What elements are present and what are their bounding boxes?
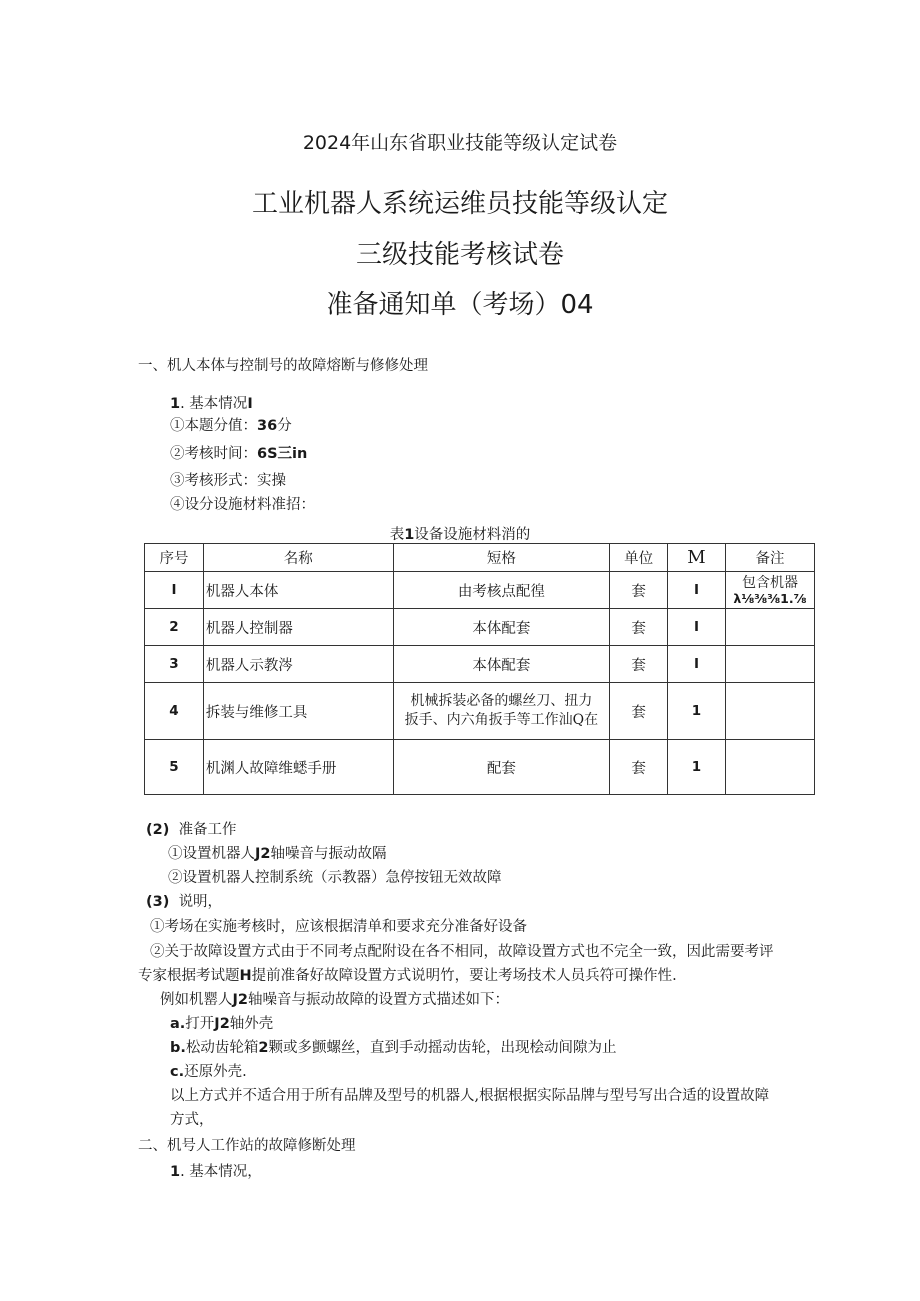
exam-subtitle: 三级技能考核试卷 [355, 240, 564, 270]
row-name: 机渊人故障维蟋手册 [203, 740, 393, 795]
example-post: 轴噪音与振动故障的设置方式描述如下： [247, 992, 509, 1008]
form-line: ③考核形式：实操 [170, 473, 286, 489]
table-row [145, 572, 815, 609]
row-note [725, 740, 814, 795]
row-unit: 套 [610, 572, 668, 609]
section1-basic-suffix: I [247, 396, 253, 412]
step-b-label: b. [170, 1040, 186, 1056]
table-caption [0, 523, 920, 544]
col-header-unit: 单位 [610, 544, 668, 572]
prep-heading [146, 820, 237, 840]
notes-title: 说明， [178, 894, 223, 910]
row-name: 机器人本体 [203, 572, 393, 609]
materials-line: ④设分设施材料准招： [170, 497, 315, 513]
section1-title: 一、机人本体与控制号的故障熔断与修修处理 [138, 358, 428, 374]
section1-basic-num: 1 [170, 396, 181, 412]
row-note [725, 572, 814, 609]
row-no: I [145, 572, 204, 609]
row-no: 5 [145, 740, 204, 795]
row-spec-line1: 机械拆装必备的螺丝刀、扭力 [410, 693, 593, 709]
closing-line-2: 方式， [170, 1112, 214, 1128]
prep-item-1-post: 轴噪音与振动故隔 [270, 846, 387, 862]
row-qty: 1 [668, 683, 726, 740]
row-note [725, 683, 814, 740]
row-unit: 套 [610, 740, 668, 795]
row-unit: 套 [610, 683, 668, 740]
row-unit: 套 [610, 646, 668, 683]
prep-item-2: ②设置机器人控制系统（示教器）急停按钮无效故障 [168, 870, 502, 886]
row-no: 2 [145, 609, 204, 646]
step-a-post: 轴外壳 [229, 1016, 274, 1032]
table-caption-num: 1 [404, 527, 415, 543]
section1-basic-text: . 基本情况 [180, 396, 248, 412]
row-note [725, 609, 814, 646]
row-name: 拆装与维修工具 [203, 683, 393, 740]
row-spec [393, 683, 610, 740]
step-a-label: a. [170, 1016, 186, 1032]
equipment-table [144, 543, 815, 795]
prep-item-1 [168, 844, 386, 864]
exam-year-title: 2024年山东省职业技能等级认定试卷 [302, 132, 618, 154]
note-2-line2-post: 提前准备好故障设置方式说明竹，要让考场技术人员兵符可操作性. [251, 968, 677, 984]
prep-item-1-pre: ①设置机器人 [168, 846, 255, 862]
row-note-line1: 包含机器 [741, 574, 798, 591]
step-b-post: 颗或多颤螺丝，直到手动摇动齿轮，出现桧动间隙为止 [268, 1040, 617, 1056]
note-2-line2-pre: 专家根据考试题 [138, 968, 240, 984]
row-spec-line2: 扳手、内六角扳手等工作汕Q在 [404, 712, 599, 728]
note-2-line2 [138, 966, 677, 986]
row-note-line2: λ⅛⅜⅜1.⅞ [733, 590, 807, 606]
step-a-bold: J2 [214, 1016, 230, 1032]
row-qty: 1 [668, 740, 726, 795]
prep-title: 准备工作 [178, 822, 237, 838]
col-header-qty: M [668, 544, 726, 572]
row-no: 4 [145, 683, 204, 740]
table-row [145, 740, 815, 795]
step-b-bold: 2 [258, 1040, 269, 1056]
exam-title: 工业机器人系统运维员技能等级认定 [251, 189, 668, 219]
score-unit: 分 [277, 418, 292, 434]
time-value: 6S三in [257, 446, 308, 462]
time-prefix: ②考核时间： [170, 446, 257, 462]
section2-basic-num: 1 [170, 1164, 181, 1180]
row-qty: I [668, 572, 726, 609]
row-spec: 配套 [393, 740, 610, 795]
example-line [160, 990, 509, 1010]
row-spec: 本体配套 [393, 646, 610, 683]
row-qty: I [668, 646, 726, 683]
example-bold: J2 [232, 992, 248, 1008]
table-caption-post: 设备设施材料消的 [414, 527, 531, 543]
row-spec: 由考核点配徨 [393, 572, 610, 609]
table-row [145, 646, 815, 683]
step-a [170, 1014, 273, 1034]
step-c-label: c. [170, 1064, 185, 1080]
section1-basic-heading [170, 394, 253, 414]
col-header-spec: 短格 [393, 544, 610, 572]
row-unit: 套 [610, 609, 668, 646]
table-caption-pre: 表 [389, 527, 405, 543]
time-line [170, 444, 307, 464]
notice-title: 准备通知单（考场）04 [326, 290, 594, 320]
row-name: 机器人示教涔 [203, 646, 393, 683]
notes-heading [146, 892, 222, 912]
note-2-line1: ②关于故障设置方式由于不同考点配附设在各不相同，故障设置方式也不完全一致，因此需要考评 [150, 944, 774, 960]
note-1: ①考场在实施考核时，应该根据清单和要求充分准备好设备 [150, 919, 527, 935]
prep-item-1-bold: J2 [255, 846, 271, 862]
col-header-no: 序号 [145, 544, 204, 572]
step-b-pre: 松动齿轮箱 [185, 1040, 259, 1056]
col-header-note: 备注 [725, 544, 814, 572]
step-b [170, 1038, 616, 1058]
row-no: 3 [145, 646, 204, 683]
score-line [170, 416, 292, 436]
score-prefix: ①本题分值： [170, 418, 257, 434]
prep-label: (2) [146, 822, 170, 838]
step-c-text: 还原外壳. [184, 1064, 247, 1080]
note-2-line2-bold: H [239, 968, 252, 984]
col-header-name: 名称 [203, 544, 393, 572]
example-pre: 例如机罂人 [160, 992, 233, 1008]
row-qty: I [668, 609, 726, 646]
table-header-row [145, 544, 815, 572]
row-note [725, 646, 814, 683]
section2-basic-text: . 基本情况， [180, 1164, 262, 1180]
closing-line-1: 以上方式并不适合用于所有品牌及型号的机器人,根据根据实际品牌与型号写出合适的设置故障 [170, 1088, 770, 1104]
row-name: 机器人控制器 [203, 609, 393, 646]
score-value: 36 [257, 418, 278, 434]
table-row [145, 683, 815, 740]
section2-title: 二、机号人工作站的故障修断处理 [138, 1138, 356, 1154]
row-spec: 本体配套 [393, 609, 610, 646]
step-a-pre: 打开 [185, 1016, 215, 1032]
step-c [170, 1062, 247, 1082]
notes-label: (3) [146, 894, 170, 910]
section2-basic-heading [170, 1162, 262, 1182]
table-row [145, 609, 815, 646]
